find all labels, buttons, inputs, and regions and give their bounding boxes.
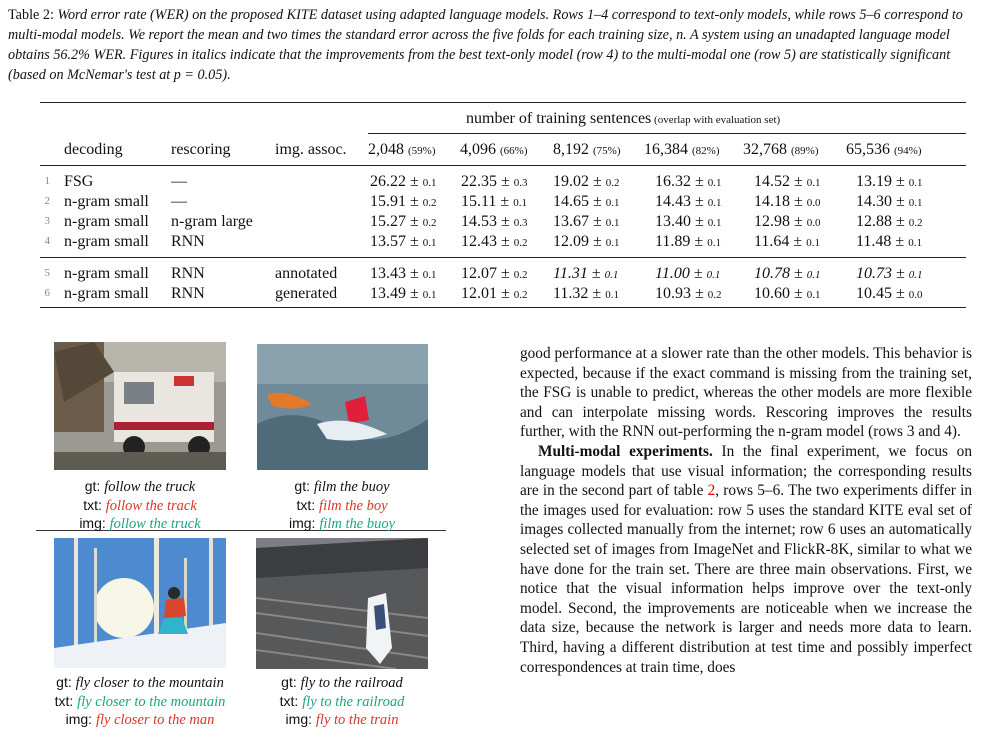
wer-cell xyxy=(856,172,923,193)
wer-error: 0.1 xyxy=(605,289,619,301)
wer-cell xyxy=(370,192,437,213)
row-number: 6 xyxy=(44,287,50,299)
wer-mean: 12.01 xyxy=(461,285,497,302)
wer-mean: 13.57 xyxy=(370,233,406,250)
wer-error: 0.1 xyxy=(605,197,620,209)
plus-minus-sign: ± xyxy=(891,233,909,250)
wer-error: 0.1 xyxy=(706,269,721,281)
caption-phrase: follow the truck xyxy=(109,516,201,532)
wer-mean: 26.22 xyxy=(370,173,406,190)
wer-error: 0.0 xyxy=(806,217,821,229)
wer-error: 0.1 xyxy=(707,177,722,189)
size-value: 8,192 xyxy=(553,141,593,158)
group-header xyxy=(466,109,780,130)
plus-minus-sign: ± xyxy=(691,173,708,190)
size-overlap: (66%) xyxy=(500,145,528,157)
caption-img-line xyxy=(222,514,462,534)
plus-minus-sign: ± xyxy=(892,265,909,282)
size-header-5 xyxy=(846,140,922,161)
caption-gt-line xyxy=(222,477,462,497)
plus-minus-sign: ± xyxy=(691,285,708,302)
size-header-2 xyxy=(553,140,621,161)
caption-label: txt: xyxy=(296,496,320,513)
plus-minus-sign: ± xyxy=(790,193,807,210)
wer-mean: 14.30 xyxy=(856,193,892,210)
size-value: 2,048 xyxy=(368,141,408,158)
plus-minus-sign: ± xyxy=(497,213,514,230)
wer-cell xyxy=(754,264,821,285)
wer-cell xyxy=(856,232,922,253)
wer-error: 0.1 xyxy=(605,237,620,249)
plus-minus-sign: ± xyxy=(406,213,423,230)
wer-cell xyxy=(655,172,722,193)
row-number: 1 xyxy=(44,175,50,187)
wer-mean: 13.19 xyxy=(856,173,892,190)
plus-minus-sign: ± xyxy=(691,193,708,210)
size-value: 4,096 xyxy=(460,141,500,158)
wer-error: 0.1 xyxy=(422,269,437,281)
caption-txt-line xyxy=(222,496,462,516)
wer-mean: 12.88 xyxy=(856,213,892,230)
row-rescoring: RNN xyxy=(171,285,205,302)
row-rescoring: n-gram large xyxy=(171,213,253,230)
group-header-rule xyxy=(368,133,966,134)
wer-error: 0.0 xyxy=(908,289,923,301)
wer-error: 0.1 xyxy=(806,289,821,301)
wer-mean: 12.09 xyxy=(553,233,589,250)
table-top-rule xyxy=(40,102,966,103)
plus-minus-sign: ± xyxy=(790,213,807,230)
caption-label: gt: xyxy=(281,674,301,690)
wer-cell xyxy=(461,212,528,233)
wer-mean: 14.53 xyxy=(461,213,497,230)
row-img-assoc: annotated xyxy=(275,265,338,282)
wer-error: 0.1 xyxy=(806,269,821,281)
wer-cell xyxy=(655,192,722,213)
plus-minus-sign: ± xyxy=(588,285,606,302)
wer-error: 0.2 xyxy=(513,289,528,301)
wer-error: 0.2 xyxy=(707,289,722,301)
wer-cell xyxy=(754,232,820,253)
buoy-photo xyxy=(257,344,428,470)
skier-photo xyxy=(54,538,226,668)
table-bottom-rule xyxy=(40,307,966,308)
size-value: 32,768 xyxy=(743,141,791,158)
row-rescoring: — xyxy=(171,173,187,190)
wer-cell xyxy=(553,192,620,213)
size-header-4 xyxy=(743,140,819,161)
caption-label: txt: xyxy=(279,692,303,709)
wer-mean: 13.40 xyxy=(655,213,691,230)
caption-label: img: xyxy=(285,711,316,727)
size-overlap: (89%) xyxy=(791,145,819,157)
group-header-note: (overlap with evaluation set) xyxy=(651,114,781,126)
wer-error: 0.1 xyxy=(908,269,923,281)
wer-error: 0.1 xyxy=(707,217,722,229)
wer-mean: 13.43 xyxy=(370,265,406,282)
caption-phrase: film the boy xyxy=(319,497,388,514)
table-caption xyxy=(8,5,976,85)
wer-cell xyxy=(461,172,528,193)
caption-phrase: fly closer to the mountain xyxy=(77,693,226,710)
row-rescoring: — xyxy=(171,193,187,210)
plus-minus-sign: ± xyxy=(589,193,606,210)
caption-img-line xyxy=(222,710,462,730)
wer-mean: 14.52 xyxy=(754,173,790,190)
plus-minus-sign: ± xyxy=(406,173,423,190)
caption-phrase: fly to the train xyxy=(315,712,399,728)
wer-cell xyxy=(856,264,923,285)
wer-error: 0.1 xyxy=(707,237,721,249)
wer-cell xyxy=(856,212,923,233)
size-value: 65,536 xyxy=(846,141,894,158)
row-decoding: FSG xyxy=(64,173,94,190)
wer-cell xyxy=(370,264,437,285)
group-separator-rule xyxy=(40,257,966,258)
row-rescoring: RNN xyxy=(171,265,205,282)
plus-minus-sign: ± xyxy=(589,173,606,190)
wer-mean: 12.98 xyxy=(754,213,790,230)
caption-phrase: follow the truck xyxy=(104,479,196,495)
wer-error: 0.1 xyxy=(422,289,437,301)
size-overlap: (94%) xyxy=(894,145,922,157)
caption-gt-line xyxy=(222,673,462,693)
train-photo xyxy=(256,538,428,669)
paragraph-2-text-b: , rows 5–6. The two experiments differ in the images used for evaluation: row 5 uses the standard KITE eval set of images collected manually from the internet; row 6 uses an automatically selected set of images from ImageNet and FlickR-8K, similar to what we have done for the train set. There are three main observations. First, we notice that the visual information helps improve over the text-only model. Second, the improvements are noticeable when we increase the data size, because the network is larger and needs more data to learn. Third, having a different distribution at test time and possibly imperfect correspondences at train time, does xyxy=(520,482,972,676)
plus-minus-sign: ± xyxy=(589,213,606,230)
row-decoding: n-gram small xyxy=(64,213,149,230)
caption-label: img: xyxy=(79,515,110,531)
col-header-0: decoding xyxy=(64,141,123,158)
caption-text: Word error rate (WER) on the proposed KITE dataset using adapted language models. Rows 1–4 correspond to text-only models, while rows 5–6 correspond to multi-modal models. We report the mean and two times the standard error across the five folds for each training size, n. A system using an unadapted language model obtains 56.2% WER. Figures in italics indicate that the improvements from the best text-only model (row 4) to the multi-modal one (row 5) are statistically significant (based on McNemar's test at p = 0.05). xyxy=(8,7,963,83)
group-header-label: number of training sentences xyxy=(466,110,652,127)
wer-cell xyxy=(856,192,923,213)
plus-minus-sign: ± xyxy=(497,285,514,302)
plus-minus-sign: ± xyxy=(406,193,423,210)
caption-phrase: fly closer to the mountain xyxy=(75,675,224,691)
col-header-1: rescoring xyxy=(171,141,231,158)
row-rescoring: RNN xyxy=(171,233,205,250)
wer-error: 0.1 xyxy=(605,217,620,229)
wer-cell xyxy=(461,284,528,305)
wer-cell xyxy=(553,172,620,193)
size-overlap: (75%) xyxy=(593,145,621,157)
caption-label: txt: xyxy=(54,692,78,709)
paragraph-2 xyxy=(520,442,972,677)
wer-cell xyxy=(553,212,620,233)
wer-mean: 10.78 xyxy=(754,265,790,282)
caption-phrase: follow the track xyxy=(105,497,197,514)
wer-mean: 15.27 xyxy=(370,213,406,230)
plus-minus-sign: ± xyxy=(497,233,514,250)
row-decoding: n-gram small xyxy=(64,265,149,282)
wer-cell xyxy=(370,172,437,193)
wer-cell xyxy=(754,284,821,305)
size-overlap: (82%) xyxy=(692,145,720,157)
plus-minus-sign: ± xyxy=(892,173,909,190)
wer-cell xyxy=(461,232,528,253)
wer-error: 0.2 xyxy=(513,237,528,249)
plus-minus-sign: ± xyxy=(406,233,423,250)
row-number: 2 xyxy=(44,195,50,207)
wer-mean: 13.49 xyxy=(370,285,406,302)
row-number: 3 xyxy=(44,215,50,227)
wer-cell xyxy=(754,172,821,193)
caption-label: img: xyxy=(288,515,320,531)
wer-cell xyxy=(655,232,721,253)
wer-mean: 15.11 xyxy=(461,193,497,210)
row-img-assoc: generated xyxy=(275,285,338,302)
plus-minus-sign: ± xyxy=(892,213,909,230)
plus-minus-sign: ± xyxy=(587,265,605,282)
wer-cell xyxy=(461,192,527,213)
wer-error: 0.1 xyxy=(908,177,923,189)
wer-error: 0.2 xyxy=(908,217,923,229)
plus-minus-sign: ± xyxy=(892,285,909,302)
wer-error: 0.1 xyxy=(806,177,821,189)
wer-mean: 16.32 xyxy=(655,173,691,190)
wer-error: 0.3 xyxy=(513,177,528,189)
size-header-0 xyxy=(368,140,436,161)
wer-error: 0.2 xyxy=(605,177,620,189)
wer-cell xyxy=(461,264,528,285)
wer-mean: 22.35 xyxy=(461,173,497,190)
wer-cell xyxy=(370,284,437,305)
caption-phrase: fly closer to the man xyxy=(95,712,215,728)
body-text xyxy=(520,344,972,677)
wer-error: 0.2 xyxy=(422,217,437,229)
wer-mean: 10.73 xyxy=(856,265,892,282)
caption-phrase: fly to the railroad xyxy=(300,675,403,691)
wer-error: 0.3 xyxy=(513,217,528,229)
wer-error: 0.1 xyxy=(513,197,527,209)
wer-mean: 12.07 xyxy=(461,265,497,282)
wer-mean: 11.64 xyxy=(754,233,790,250)
row-decoding: n-gram small xyxy=(64,233,149,250)
wer-cell xyxy=(553,264,618,285)
caption-label: gt: xyxy=(294,478,314,494)
size-value: 16,384 xyxy=(644,141,692,158)
caption-phrase: fly to the railroad xyxy=(302,693,405,710)
wer-mean: 11.31 xyxy=(553,265,588,282)
wer-cell xyxy=(655,212,722,233)
row-number: 4 xyxy=(44,235,50,247)
wer-mean: 11.00 xyxy=(655,265,690,282)
wer-error: 0.1 xyxy=(806,237,820,249)
wer-mean: 15.91 xyxy=(370,193,406,210)
wer-mean: 12.43 xyxy=(461,233,497,250)
wer-mean: 13.67 xyxy=(553,213,589,230)
wer-mean: 10.45 xyxy=(856,285,892,302)
truck-photo xyxy=(54,342,226,470)
caption-label: img: xyxy=(65,711,96,727)
wer-mean: 11.32 xyxy=(553,285,589,302)
plus-minus-sign: ± xyxy=(892,193,909,210)
plus-minus-sign: ± xyxy=(497,265,514,282)
table-ref-link[interactable]: 2 xyxy=(707,482,716,500)
plus-minus-sign: ± xyxy=(691,213,708,230)
plus-minus-sign: ± xyxy=(790,173,807,190)
caption-label: gt: xyxy=(56,674,76,690)
wer-cell xyxy=(553,232,620,253)
wer-mean: 19.02 xyxy=(553,173,589,190)
wer-mean: 14.65 xyxy=(553,193,589,210)
plus-minus-sign: ± xyxy=(406,265,423,282)
plus-minus-sign: ± xyxy=(689,265,707,282)
wer-error: 0.0 xyxy=(806,197,821,209)
caption-label: Table 2: xyxy=(8,7,58,23)
wer-error: 0.2 xyxy=(513,269,528,281)
wer-cell xyxy=(655,264,720,285)
row-decoding: n-gram small xyxy=(64,285,149,302)
wer-cell xyxy=(754,212,821,233)
wer-mean: 14.43 xyxy=(655,193,691,210)
plus-minus-sign: ± xyxy=(406,285,423,302)
wer-mean: 10.93 xyxy=(655,285,691,302)
wer-cell xyxy=(370,212,437,233)
wer-error: 0.2 xyxy=(422,197,437,209)
wer-error: 0.1 xyxy=(908,197,923,209)
caption-label: gt: xyxy=(84,478,105,494)
row-decoding: n-gram small xyxy=(64,193,149,210)
wer-cell xyxy=(655,284,722,305)
wer-error: 0.1 xyxy=(707,197,722,209)
wer-error: 0.1 xyxy=(908,237,922,249)
wer-cell xyxy=(553,284,619,305)
wer-error: 0.1 xyxy=(422,237,437,249)
paragraph-1: good performance at a slower rate than the other models. This behavior is expected, because if the exact command is missing from the training set, the FSG is unable to predict, whereas the other models are more flexible and can interpolate missing words. Rescoring improves the results further, with the RNN out-performing the n-gram model (rows 3 and 4). xyxy=(520,345,972,441)
caption-label: txt: xyxy=(83,496,106,513)
caption-txt-line xyxy=(222,692,462,712)
wer-mean: 11.89 xyxy=(655,233,691,250)
plus-minus-sign: ± xyxy=(790,285,807,302)
plus-minus-sign: ± xyxy=(589,233,606,250)
wer-cell xyxy=(856,284,923,305)
size-header-3 xyxy=(644,140,720,161)
size-overlap: (59%) xyxy=(408,145,436,157)
paragraph-2-heading: Multi-modal experiments. xyxy=(538,442,713,460)
plus-minus-sign: ± xyxy=(497,173,514,190)
wer-cell xyxy=(754,192,821,213)
plus-minus-sign: ± xyxy=(690,233,708,250)
wer-mean: 10.60 xyxy=(754,285,790,302)
wer-cell xyxy=(370,232,437,253)
size-header-1 xyxy=(460,140,528,161)
paragraph-2-text-a: In the final experiment, we focus on language models that use visual information; the corresponding results are in the second part of table xyxy=(520,442,972,500)
wer-mean: 11.48 xyxy=(856,233,892,250)
wer-error: 0.1 xyxy=(422,177,437,189)
wer-mean: 14.18 xyxy=(754,193,790,210)
header-bottom-rule xyxy=(40,165,966,166)
wer-error: 0.1 xyxy=(604,269,619,281)
caption-phrase: film the buoy xyxy=(319,516,396,532)
row-number: 5 xyxy=(44,267,50,279)
caption-phrase: film the buoy xyxy=(313,479,390,495)
plus-minus-sign: ± xyxy=(790,265,807,282)
col-header-2: img. assoc. xyxy=(275,141,347,158)
plus-minus-sign: ± xyxy=(496,193,514,210)
plus-minus-sign: ± xyxy=(789,233,807,250)
